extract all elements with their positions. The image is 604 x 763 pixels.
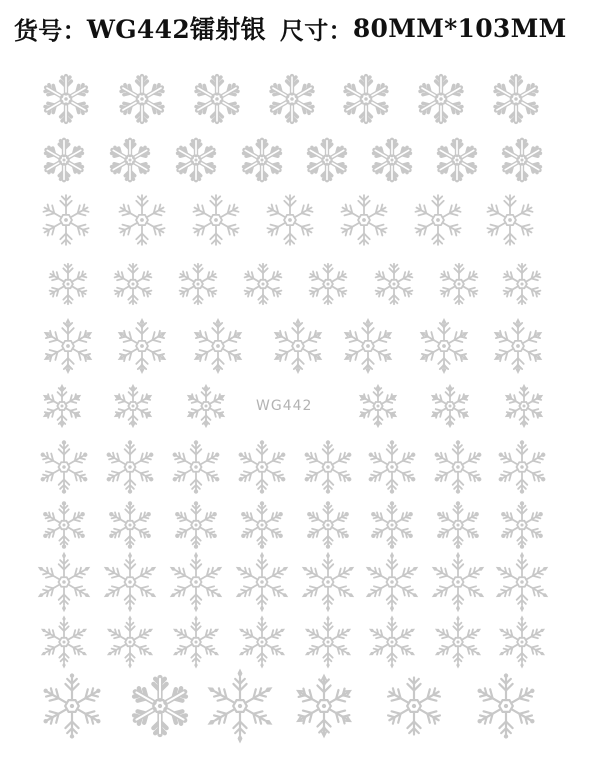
snowflake-sticker [495,76,537,122]
product-header [14,8,594,48]
snowflake-sticker [341,195,386,245]
snowflake-sticker [112,140,149,180]
snowflake-sticker [195,320,241,373]
snowflake-sticker [369,615,415,668]
snowflake-sticker [506,385,542,426]
snowflake-sticker [499,440,546,493]
snowflake-sticker [241,501,283,549]
snowflake-sticker [173,440,220,493]
snowflake-sticker [310,264,347,304]
size-value: 80MM*103MM [352,13,567,43]
snowflake-sticker [499,615,545,668]
item-number-value: WG442镭射银 [86,15,266,44]
snowflake-sticker [193,195,238,245]
snowflake-sticker [307,501,349,549]
snowflake-sticker [305,440,352,493]
snowflake-sticker [44,385,80,426]
snowflake-sticker [369,440,416,493]
snowflake-sticker [371,501,413,549]
snowflake-sticker [435,615,481,668]
snowflake-sticker [305,615,351,668]
snowflake-sticker [504,140,541,180]
snowflake-sticker [119,195,164,245]
snowflake-sticker [178,140,215,180]
snowflake-sticker [173,615,219,668]
snowflake-sticker [309,140,346,180]
snowflake-sticker [107,615,153,668]
snowflake-sticker [236,552,288,613]
snowflake-sticker [487,195,532,245]
snowflake-sticker [477,673,534,738]
snowflake-sticker [244,140,281,180]
snowflake-sticker [170,552,222,613]
snowflake-sticker [504,264,541,304]
snowflake-sticker [196,76,238,122]
snowflake-sticker [388,677,440,734]
snowflake-sticker [271,76,313,122]
snowflake-sticker [420,76,462,122]
snowflake-sticker [298,676,351,737]
snowflake-sticker [109,501,151,549]
snowflake-sticker [180,264,217,304]
snowflake-sticker [239,440,286,493]
snowflake-sticker [239,615,285,668]
snowflake-sticker [345,320,391,373]
snowflake-sticker [376,264,413,304]
snowflake-sticker [104,552,156,613]
snowflake-sticker [345,76,387,122]
snowflake-sticker [275,320,321,373]
size-label: 尺寸： [279,15,353,45]
snowflake-sticker [41,440,88,493]
snowflake-sticker [245,264,282,304]
snowflake-sticker [435,440,482,493]
snowflake-sticker [41,615,87,668]
snowflake-sticker [366,552,418,613]
snowflake-sticker [208,668,273,743]
snowflake-sticker [360,385,396,426]
snowflake-sticker [115,264,152,304]
snowflake-sticker [302,552,354,613]
snowflake-sticker [43,195,88,245]
snowflake-sticker [267,195,312,245]
snowflake-sticker [432,385,468,426]
snowflake-sticker [441,264,478,304]
snowflake-sticker [38,552,90,613]
snowflake-sticker [46,140,83,180]
snowflake-sticker [45,320,91,373]
snowflake-sticker [496,552,548,613]
snowflake-sticker [421,320,467,373]
snowflake-sticker [439,140,476,180]
snowflake-sticker [432,552,484,613]
snowflake-sticker [415,195,460,245]
snowflake-sticker [45,76,87,122]
snowflake-sticker [43,673,100,738]
snowflake-sticker [374,140,411,180]
snowflake-sticker [501,501,543,549]
snowflake-sticker [188,385,224,426]
snowflake-sticker [119,320,165,373]
snowflake-sticker [495,320,541,373]
snowflake-sticker [107,440,154,493]
item-number-label: 货号： [14,15,87,45]
snowflake-sticker [437,501,479,549]
sheet-code-label: WG442 [256,398,313,414]
snowflake-sticker [43,501,85,549]
snowflake-sticker [115,385,151,426]
snowflake-sticker [50,264,87,304]
snowflake-sticker [175,501,217,549]
snowflake-sticker [121,76,163,122]
snowflake-sticker [134,677,186,734]
